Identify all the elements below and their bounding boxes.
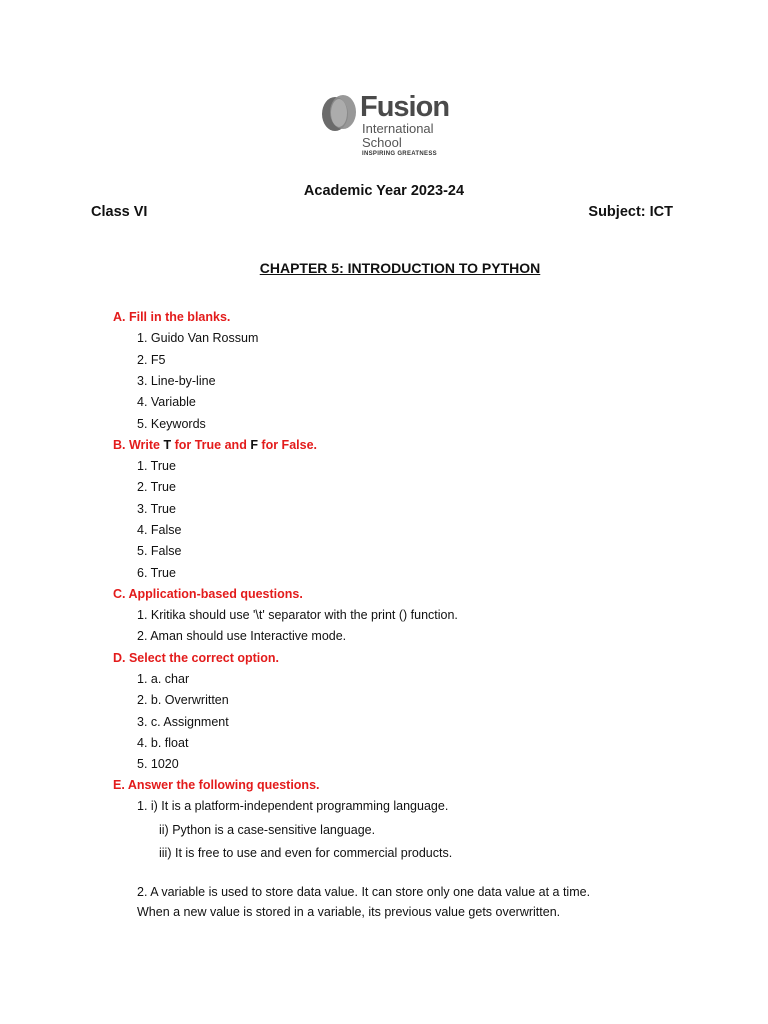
logo-subtitle-school: School <box>362 135 402 150</box>
section-b-title-part: for True and <box>171 438 251 452</box>
logo-tagline: INSPIRING GREATNESS <box>362 151 437 157</box>
list-item: 2. F5 <box>137 353 166 367</box>
list-item: 4. False <box>137 523 182 537</box>
list-item: 2. b. Overwritten <box>137 693 229 707</box>
answer-line: ii) Python is a case-sensitive language. <box>159 823 376 837</box>
list-item: 6. True <box>137 566 176 580</box>
list-item: 3. Line-by-line <box>137 374 216 388</box>
subject-label: Subject: ICT <box>588 204 673 220</box>
list-item: 4. b. float <box>137 736 189 750</box>
answer-line: When a new value is stored in a variable, its previous value gets overwritten. <box>137 905 561 919</box>
section-b-title-part: for False. <box>257 438 317 452</box>
fusion-logo-icon <box>320 92 358 134</box>
section-c-title: C. Application-based questions. <box>113 587 303 601</box>
logo-subtitle-international: International <box>362 121 434 136</box>
list-item: 5. 1020 <box>137 757 179 771</box>
section-e-title: E. Answer the following questions. <box>113 778 320 792</box>
list-item: 1. a. char <box>137 672 190 686</box>
answer-line: 1. i) It is a platform-independent programming language. <box>137 799 449 813</box>
section-b-title-part: B. Write <box>113 438 164 452</box>
school-logo <box>318 90 458 160</box>
list-item: 5. Keywords <box>137 417 206 431</box>
list-item: 4. Variable <box>137 395 196 409</box>
list-item: 1. True <box>137 459 176 473</box>
section-b-title <box>113 437 317 453</box>
list-item: 3. True <box>137 502 176 516</box>
list-item: 3. c. Assignment <box>137 715 229 729</box>
class-label: Class VI <box>91 204 148 220</box>
logo-wordmark: Fusion <box>360 91 450 123</box>
list-item: 1. Kritika should use '\t' separator with the print () function. <box>137 608 458 622</box>
list-item: 2. True <box>137 480 176 494</box>
section-a-title: A. Fill in the blanks. <box>113 310 231 324</box>
answer-line: 2. A variable is used to store data value. It can store only one data value at a time. <box>137 885 591 899</box>
list-item: 2. Aman should use Interactive mode. <box>137 629 347 643</box>
academic-year: Academic Year 2023-24 <box>303 183 465 199</box>
list-item: 1. Guido Van Rossum <box>137 331 259 345</box>
answer-line: iii) It is free to use and even for commercial products. <box>159 846 453 860</box>
section-b-false-letter: F <box>250 438 258 452</box>
section-b-true-letter: T <box>163 438 172 452</box>
section-d-title: D. Select the correct option. <box>113 651 280 665</box>
list-item: 5. False <box>137 544 182 558</box>
chapter-title: CHAPTER 5: INTRODUCTION TO PYTHON <box>259 260 541 276</box>
